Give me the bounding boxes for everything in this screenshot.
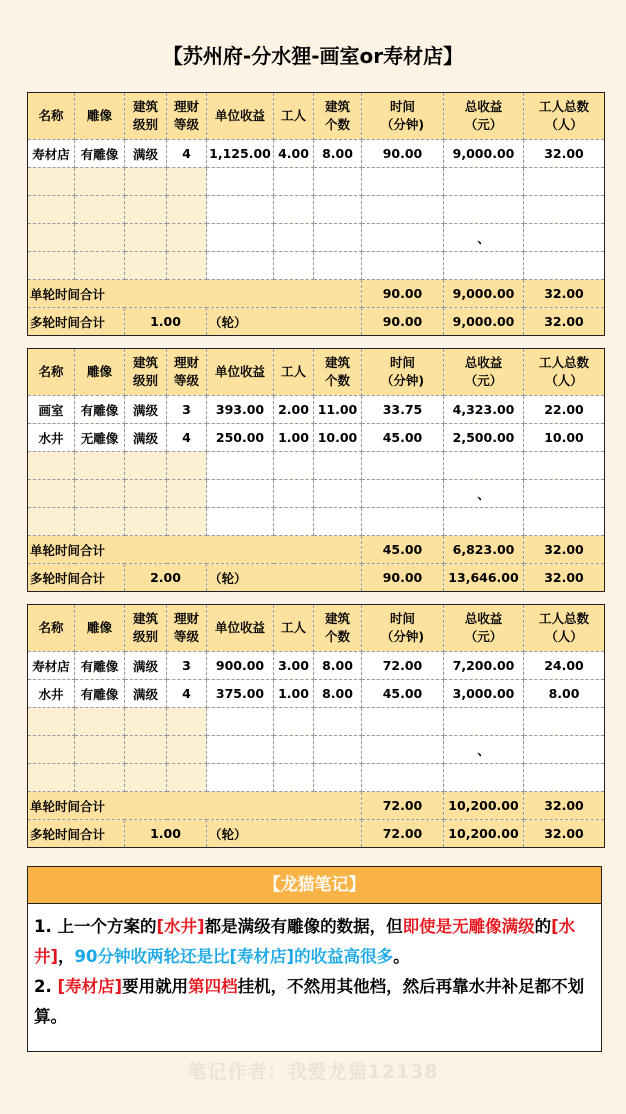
single-round-total: 6,823.00 <box>444 536 524 564</box>
cell-statue: 有雕像 <box>75 680 125 708</box>
table-row <box>28 764 605 792</box>
header-level-line2: 级别 <box>132 629 158 644</box>
header-level <box>125 349 167 396</box>
header-finance-line2: 等级 <box>173 117 199 132</box>
header-level-line2: 级别 <box>132 373 158 388</box>
table-row <box>28 508 605 536</box>
header-unit-income: 单位收益 <box>207 605 274 652</box>
multi-round-label: 多轮时间合计 <box>28 820 125 848</box>
cell-total: 4,323.00 <box>444 396 524 424</box>
table-row <box>28 396 605 424</box>
cell-workers <box>274 508 314 536</box>
cell-count: 8.00 <box>314 140 362 168</box>
cell-time <box>362 252 444 280</box>
cell-name <box>28 764 75 792</box>
cell-total <box>444 508 524 536</box>
cell-level <box>125 196 167 224</box>
table-row <box>28 708 605 736</box>
header-time-line2: （分钟) <box>380 117 425 132</box>
cell-time <box>362 708 444 736</box>
cell-total: 2,500.00 <box>444 424 524 452</box>
cell-level: 满级 <box>125 680 167 708</box>
cell-count <box>314 252 362 280</box>
multi-round-total-row <box>28 308 605 336</box>
cell-unit-income <box>207 196 274 224</box>
header-total-line2: （元） <box>464 117 503 132</box>
page-title: 【苏州府-分水狸-画室or寿材店】 <box>162 44 464 68</box>
header-name: 名称 <box>28 349 75 396</box>
note-text-segment: 2. <box>34 977 58 996</box>
multi-round-count: 2.00 <box>125 564 207 592</box>
author-watermark: 笔记作者：我爱龙猫12138 <box>187 1061 439 1083</box>
header-level-line2: 级别 <box>132 117 158 132</box>
cell-statue <box>75 224 125 252</box>
cell-time: 45.00 <box>362 680 444 708</box>
multi-round-count: 1.00 <box>125 820 207 848</box>
header-total-workers <box>524 349 605 396</box>
header-statue: 雕像 <box>75 93 125 140</box>
cell-total-workers <box>524 764 605 792</box>
cell-time <box>362 196 444 224</box>
note-text-segment: 第四档 <box>188 977 238 996</box>
single-round-time: 45.00 <box>362 536 444 564</box>
table-row <box>28 424 605 452</box>
multi-round-total: 10,200.00 <box>444 820 524 848</box>
cell-time <box>362 764 444 792</box>
cell-statue <box>75 196 125 224</box>
cell-statue <box>75 252 125 280</box>
header-statue: 雕像 <box>75 605 125 652</box>
header-time <box>362 605 444 652</box>
header-total-line1: 总收益 <box>464 611 503 626</box>
note-text-segment: [寿材店] <box>57 977 123 996</box>
cell-workers: 4.00 <box>274 140 314 168</box>
single-round-total-row <box>28 280 605 308</box>
cell-total-workers <box>524 452 605 480</box>
multi-round-total-row <box>28 564 605 592</box>
cell-count <box>314 452 362 480</box>
cell-unit-income <box>207 252 274 280</box>
cell-unit-income <box>207 708 274 736</box>
note-text-segment: [水井] <box>34 917 576 966</box>
table-row <box>28 196 605 224</box>
cell-time: 33.75 <box>362 396 444 424</box>
cell-total-workers <box>524 196 605 224</box>
note-body <box>28 904 601 1032</box>
cell-level: 满级 <box>125 424 167 452</box>
header-unit-income: 单位收益 <box>207 349 274 396</box>
multi-round-count: 1.00 <box>125 308 207 336</box>
table-row <box>28 452 605 480</box>
cell-count: 8.00 <box>314 652 362 680</box>
header-count-line2: 个数 <box>324 629 350 644</box>
cell-workers <box>274 708 314 736</box>
cell-workers <box>274 252 314 280</box>
header-total-line1: 总收益 <box>464 355 503 370</box>
header-level-line1: 建筑 <box>132 99 158 114</box>
cell-total <box>444 168 524 196</box>
table-row <box>28 680 605 708</box>
cell-total: 9,000.00 <box>444 140 524 168</box>
header-level <box>125 93 167 140</box>
header-time-line2: （分钟) <box>380 373 425 388</box>
note-text-segment: 要用就用 <box>122 977 189 996</box>
cell-total-workers: 8.00 <box>524 680 605 708</box>
cell-count: 8.00 <box>314 680 362 708</box>
table-header-row <box>28 605 605 652</box>
header-total-workers <box>524 605 605 652</box>
header-unit-income: 单位收益 <box>207 93 274 140</box>
cell-workers: 1.00 <box>274 424 314 452</box>
note-box <box>27 866 602 1052</box>
header-total-workers-line1: 工人总数 <box>538 99 589 114</box>
header-count-line1: 建筑 <box>324 355 350 370</box>
cell-total-workers <box>524 480 605 508</box>
cell-workers: 2.00 <box>274 396 314 424</box>
cell-count <box>314 736 362 764</box>
single-round-workers: 32.00 <box>524 792 605 820</box>
header-finance <box>167 605 207 652</box>
cell-total-workers <box>524 736 605 764</box>
cell-workers <box>274 196 314 224</box>
single-round-time: 90.00 <box>362 280 444 308</box>
multi-round-unit: （轮） <box>207 564 362 592</box>
multi-round-workers: 32.00 <box>524 308 605 336</box>
cell-name: 画室 <box>28 396 75 424</box>
cell-statue <box>75 508 125 536</box>
cell-total <box>444 452 524 480</box>
header-time <box>362 93 444 140</box>
cell-name <box>28 708 75 736</box>
header-level <box>125 605 167 652</box>
building-table-2 <box>27 348 605 592</box>
cell-statue: 有雕像 <box>75 396 125 424</box>
cell-time: 90.00 <box>362 140 444 168</box>
cell-workers <box>274 764 314 792</box>
cell-statue: 有雕像 <box>75 652 125 680</box>
cell-name: 寿材店 <box>28 652 75 680</box>
multi-round-label: 多轮时间合计 <box>28 564 125 592</box>
header-total-workers-line1: 工人总数 <box>538 611 589 626</box>
cell-finance: 4 <box>167 140 207 168</box>
cell-name: 水井 <box>28 680 75 708</box>
cell-finance <box>167 196 207 224</box>
cell-finance <box>167 168 207 196</box>
cell-name <box>28 196 75 224</box>
cell-count: 11.00 <box>314 396 362 424</box>
cell-time: 45.00 <box>362 424 444 452</box>
table-row <box>28 480 605 508</box>
cell-count <box>314 224 362 252</box>
note-text-segment: 的 <box>534 917 552 936</box>
cell-unit-income <box>207 480 274 508</box>
cell-total-workers <box>524 168 605 196</box>
header-finance-line1: 理财 <box>173 355 199 370</box>
building-table-1 <box>27 92 605 336</box>
cell-time <box>362 480 444 508</box>
cell-level: 满级 <box>125 140 167 168</box>
multi-round-unit: （轮） <box>207 820 362 848</box>
cell-total-workers <box>524 252 605 280</box>
cell-statue <box>75 168 125 196</box>
cell-count <box>314 764 362 792</box>
cell-level <box>125 452 167 480</box>
header-time-line1: 时间 <box>389 99 415 114</box>
cell-unit-income <box>207 224 274 252</box>
cell-statue: 无雕像 <box>75 424 125 452</box>
table-row <box>28 224 605 252</box>
note-text-segment: 。 <box>393 947 410 966</box>
cell-time <box>362 452 444 480</box>
header-count <box>314 605 362 652</box>
multi-round-workers: 32.00 <box>524 820 605 848</box>
multi-round-workers: 32.00 <box>524 564 605 592</box>
header-workers: 工人 <box>274 349 314 396</box>
cell-total: 、 <box>444 480 524 508</box>
cell-count: 10.00 <box>314 424 362 452</box>
multi-round-time: 90.00 <box>362 308 444 336</box>
single-round-total-row <box>28 536 605 564</box>
cell-count <box>314 708 362 736</box>
header-time-line2: （分钟) <box>380 629 425 644</box>
header-total-line1: 总收益 <box>464 99 503 114</box>
header-total-workers-line1: 工人总数 <box>538 355 589 370</box>
cell-name: 寿材店 <box>28 140 75 168</box>
cell-unit-income <box>207 168 274 196</box>
cell-finance: 3 <box>167 396 207 424</box>
cell-workers <box>274 168 314 196</box>
cell-name: 水井 <box>28 424 75 452</box>
cell-statue <box>75 708 125 736</box>
multi-round-time: 90.00 <box>362 564 444 592</box>
header-total-workers-line2: （人） <box>545 629 583 644</box>
cell-finance <box>167 452 207 480</box>
header-time-line1: 时间 <box>389 611 415 626</box>
cell-name <box>28 452 75 480</box>
cell-unit-income: 900.00 <box>207 652 274 680</box>
table-row <box>28 252 605 280</box>
cell-count <box>314 480 362 508</box>
multi-round-total: 13,646.00 <box>444 564 524 592</box>
note-heading: 【龙猫笔记】 <box>28 867 601 904</box>
cell-time <box>362 736 444 764</box>
cell-total: 、 <box>444 224 524 252</box>
cell-unit-income: 375.00 <box>207 680 274 708</box>
cell-total-workers: 32.00 <box>524 140 605 168</box>
header-count-line2: 个数 <box>324 373 350 388</box>
header-count <box>314 93 362 140</box>
cell-time <box>362 508 444 536</box>
cell-name <box>28 224 75 252</box>
cell-unit-income <box>207 764 274 792</box>
cell-workers <box>274 452 314 480</box>
header-level-line1: 建筑 <box>132 611 158 626</box>
cell-unit-income <box>207 508 274 536</box>
note-text-segment: ， <box>58 947 75 966</box>
header-total <box>444 93 524 140</box>
cell-unit-income: 250.00 <box>207 424 274 452</box>
table-row <box>28 140 605 168</box>
header-total-workers <box>524 93 605 140</box>
cell-finance <box>167 252 207 280</box>
cell-time <box>362 168 444 196</box>
cell-count <box>314 196 362 224</box>
cell-finance: 3 <box>167 652 207 680</box>
header-statue: 雕像 <box>75 349 125 396</box>
single-round-workers: 32.00 <box>524 536 605 564</box>
cell-unit-income: 393.00 <box>207 396 274 424</box>
single-round-label: 单轮时间合计 <box>28 536 362 564</box>
cell-level <box>125 736 167 764</box>
header-finance-line2: 等级 <box>173 629 199 644</box>
cell-level <box>125 224 167 252</box>
header-name: 名称 <box>28 93 75 140</box>
cell-count <box>314 508 362 536</box>
cell-statue <box>75 452 125 480</box>
note-text-segment: [水井] <box>156 917 205 936</box>
cell-workers: 3.00 <box>274 652 314 680</box>
header-finance-line2: 等级 <box>173 373 199 388</box>
cell-statue: 有雕像 <box>75 140 125 168</box>
cell-level <box>125 764 167 792</box>
single-round-label: 单轮时间合计 <box>28 280 362 308</box>
cell-statue <box>75 736 125 764</box>
cell-finance: 4 <box>167 424 207 452</box>
cell-workers <box>274 736 314 764</box>
single-round-total: 9,000.00 <box>444 280 524 308</box>
cell-total-workers: 24.00 <box>524 652 605 680</box>
cell-total <box>444 708 524 736</box>
header-total-line2: （元） <box>464 373 503 388</box>
table-row <box>28 168 605 196</box>
table-row <box>28 652 605 680</box>
header-count-line1: 建筑 <box>324 99 350 114</box>
cell-level <box>125 168 167 196</box>
header-finance <box>167 93 207 140</box>
header-name: 名称 <box>28 605 75 652</box>
cell-workers <box>274 224 314 252</box>
cell-total-workers <box>524 508 605 536</box>
header-finance-line1: 理财 <box>173 99 199 114</box>
cell-level: 满级 <box>125 652 167 680</box>
cell-finance <box>167 224 207 252</box>
header-time <box>362 349 444 396</box>
cell-name <box>28 736 75 764</box>
cell-total <box>444 196 524 224</box>
multi-round-total-row <box>28 820 605 848</box>
header-time-line1: 时间 <box>389 355 415 370</box>
cell-count <box>314 168 362 196</box>
header-total-workers-line2: （人） <box>545 117 583 132</box>
note-paragraph-2 <box>34 972 593 1032</box>
header-count-line1: 建筑 <box>324 611 350 626</box>
cell-finance: 4 <box>167 680 207 708</box>
cell-level <box>125 252 167 280</box>
cell-unit-income <box>207 452 274 480</box>
cell-total-workers <box>524 708 605 736</box>
cell-total: 、 <box>444 736 524 764</box>
header-total <box>444 349 524 396</box>
header-level-line1: 建筑 <box>132 355 158 370</box>
cell-finance <box>167 736 207 764</box>
multi-round-unit: （轮） <box>207 308 362 336</box>
header-count-line2: 个数 <box>324 117 350 132</box>
header-finance <box>167 349 207 396</box>
cell-name <box>28 168 75 196</box>
table-header-row <box>28 349 605 396</box>
multi-round-time: 72.00 <box>362 820 444 848</box>
note-text-segment: 挂机，不然用其他档，然后再靠水井补足都不划算。 <box>34 977 585 1026</box>
cell-unit-income: 1,125.00 <box>207 140 274 168</box>
cell-level <box>125 480 167 508</box>
cell-total: 3,000.00 <box>444 680 524 708</box>
cell-time <box>362 224 444 252</box>
cell-workers <box>274 480 314 508</box>
cell-statue <box>75 480 125 508</box>
cell-name <box>28 480 75 508</box>
table-header-row <box>28 93 605 140</box>
cell-level <box>125 508 167 536</box>
table-row <box>28 736 605 764</box>
cell-total-workers <box>524 224 605 252</box>
note-text-segment: 即使是无雕像满级 <box>402 917 535 936</box>
multi-round-label: 多轮时间合计 <box>28 308 125 336</box>
note-text-segment: 90分钟收两轮还是比[寿材店]的收益高很多 <box>74 947 394 966</box>
single-round-total-row <box>28 792 605 820</box>
cell-total-workers: 22.00 <box>524 396 605 424</box>
note-text-segment: 都是满级有雕像的数据，但 <box>204 917 403 936</box>
note-text-segment: 1. 上一个方案的 <box>34 917 157 936</box>
header-total-line2: （元） <box>464 629 503 644</box>
single-round-label: 单轮时间合计 <box>28 792 362 820</box>
header-total <box>444 605 524 652</box>
cell-finance <box>167 764 207 792</box>
header-total-workers-line2: （人） <box>545 373 583 388</box>
cell-time: 72.00 <box>362 652 444 680</box>
cell-total <box>444 252 524 280</box>
cell-finance <box>167 508 207 536</box>
header-workers: 工人 <box>274 605 314 652</box>
cell-total: 7,200.00 <box>444 652 524 680</box>
cell-workers: 1.00 <box>274 680 314 708</box>
cell-finance <box>167 708 207 736</box>
single-round-workers: 32.00 <box>524 280 605 308</box>
cell-finance <box>167 480 207 508</box>
single-round-total: 10,200.00 <box>444 792 524 820</box>
cell-level <box>125 708 167 736</box>
header-finance-line1: 理财 <box>173 611 199 626</box>
cell-statue <box>75 764 125 792</box>
cell-total <box>444 764 524 792</box>
note-paragraph-1 <box>34 912 593 972</box>
cell-level: 满级 <box>125 396 167 424</box>
building-table-3 <box>27 604 605 848</box>
cell-name <box>28 508 75 536</box>
multi-round-total: 9,000.00 <box>444 308 524 336</box>
header-count <box>314 349 362 396</box>
cell-total-workers: 10.00 <box>524 424 605 452</box>
single-round-time: 72.00 <box>362 792 444 820</box>
cell-unit-income <box>207 736 274 764</box>
cell-name <box>28 252 75 280</box>
header-workers: 工人 <box>274 93 314 140</box>
